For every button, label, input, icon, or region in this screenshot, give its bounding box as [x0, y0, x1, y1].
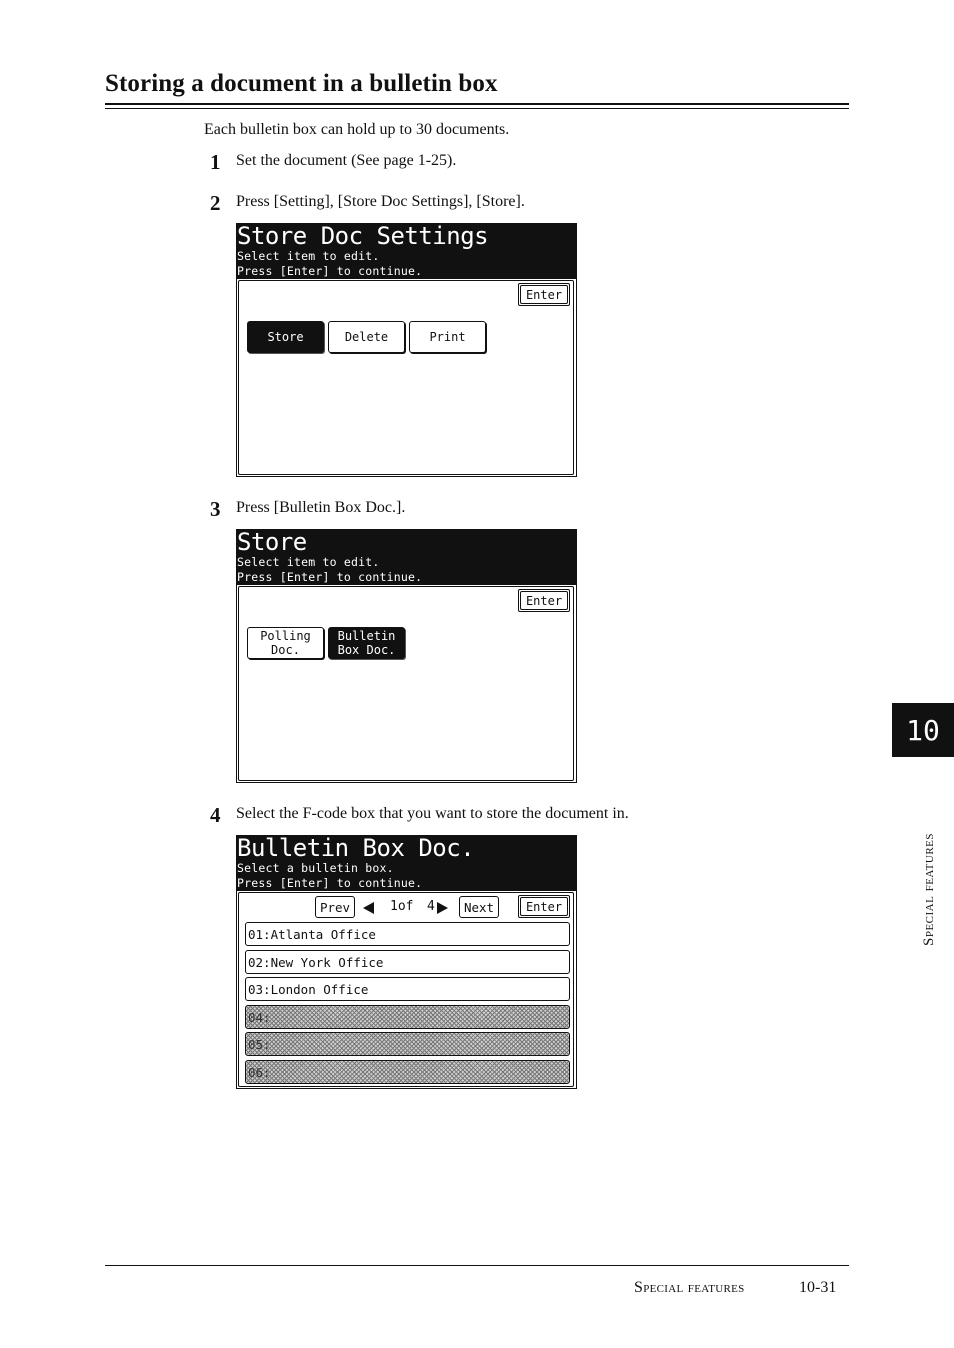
list-item-05[interactable]: 05: — [245, 1032, 570, 1056]
step-4-text: Select the F-code box that you want to store the document in. — [236, 805, 629, 822]
screen-instruction-2: Press [Enter] to continue. — [237, 876, 423, 890]
step-3-text: Press [Bulletin Box Doc.]. — [236, 499, 406, 516]
step-2-text: Press [Setting], [Store Doc Settings], [Store]. — [236, 193, 525, 210]
bulletin-box-doc-button[interactable]: Bulletin Box Doc. — [328, 627, 405, 659]
next-button[interactable]: Next — [459, 896, 499, 918]
screen-store — [236, 529, 577, 783]
screen-header — [237, 224, 576, 279]
footer-section: Special features — [634, 1279, 745, 1296]
footer-page-number: 10-31 — [799, 1279, 837, 1296]
screen-title: Bulletin Box Doc. — [237, 834, 475, 862]
list-item-03[interactable]: 03:London Office — [245, 977, 570, 1001]
screen-body — [238, 892, 574, 1087]
list-item-02[interactable]: 02:New York Office — [245, 950, 570, 974]
page-current: 1of — [390, 899, 414, 914]
screen-bulletin-box-doc — [236, 835, 577, 1089]
step-3-number: 3 — [210, 497, 221, 521]
screen-store-doc-settings — [236, 223, 577, 477]
intro-text: Each bulletin box can hold up to 30 documents. — [204, 121, 510, 138]
enter-button[interactable] — [518, 895, 570, 918]
step-2-number: 2 — [210, 191, 221, 215]
enter-button-label: Enter — [520, 591, 568, 610]
step-1-number: 1 — [210, 150, 221, 174]
polling-doc-button[interactable]: Polling Doc. — [247, 627, 324, 659]
enter-button[interactable] — [518, 589, 570, 612]
screen-header — [237, 836, 576, 891]
chapter-side-label: Special features — [921, 833, 937, 946]
enter-button-label: Enter — [520, 285, 568, 304]
screen-title: Store — [237, 528, 307, 556]
screen-instruction-1: Select a bulletin box. — [237, 861, 394, 875]
chapter-tab: 10 — [892, 703, 954, 757]
list-item-04[interactable]: 04: — [245, 1005, 570, 1029]
screen-title: Store Doc Settings — [237, 222, 489, 250]
prev-button[interactable]: Prev — [315, 896, 355, 918]
page-heading: Storing a document in a bulletin box — [105, 70, 498, 97]
right-arrow-icon — [437, 902, 448, 914]
enter-button[interactable] — [518, 283, 570, 306]
heading-rule-thin — [105, 108, 849, 109]
delete-button[interactable]: Delete — [328, 321, 405, 353]
screen-instruction-2: Press [Enter] to continue. — [237, 264, 423, 278]
print-button[interactable]: Print — [409, 321, 486, 353]
page-total: 4 — [427, 899, 435, 914]
footer-rule — [105, 1265, 849, 1266]
screen-body — [238, 280, 574, 475]
list-item-06[interactable]: 06: — [245, 1060, 570, 1084]
list-item-01[interactable]: 01:Atlanta Office — [245, 922, 570, 946]
enter-button-label: Enter — [520, 897, 568, 916]
screen-header — [237, 530, 576, 585]
screen-instruction-1: Select item to edit. — [237, 555, 380, 569]
screen-instruction-2: Press [Enter] to continue. — [237, 570, 423, 584]
screen-body — [238, 586, 574, 781]
left-arrow-icon — [363, 902, 374, 914]
step-1-text: Set the document (See page 1-25). — [236, 152, 457, 169]
heading-rule-thick — [105, 103, 849, 105]
step-4-number: 4 — [210, 803, 221, 827]
store-button[interactable]: Store — [247, 321, 324, 353]
screen-instruction-1: Select item to edit. — [237, 249, 380, 263]
